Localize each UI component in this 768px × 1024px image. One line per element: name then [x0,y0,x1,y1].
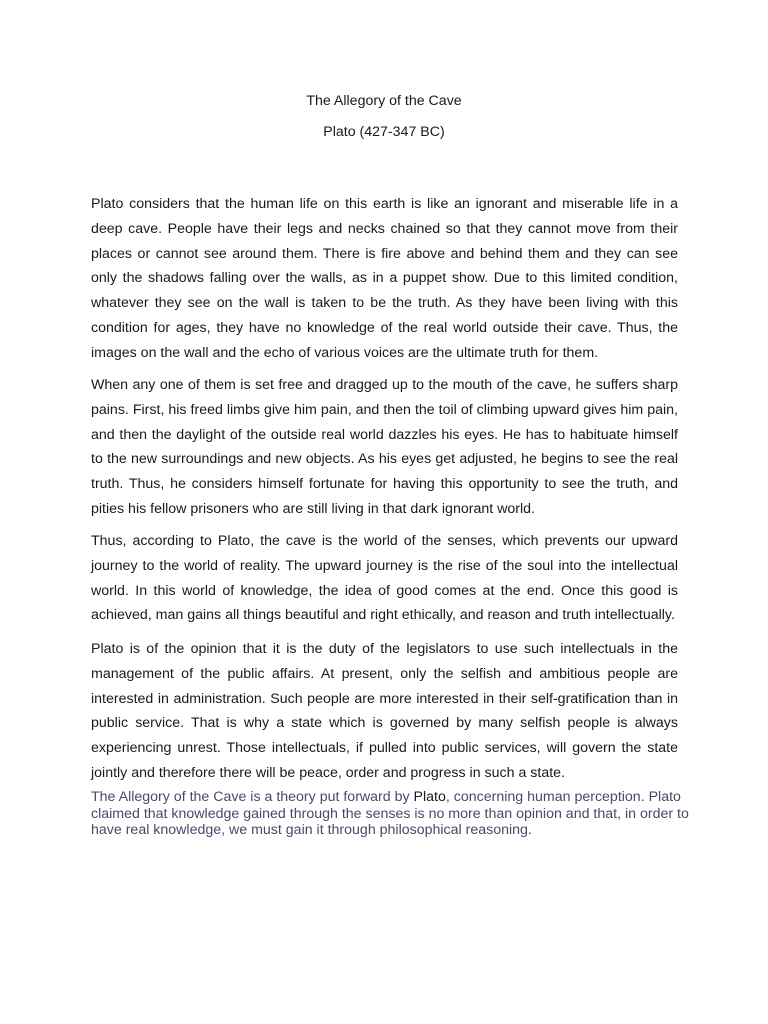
paragraph-2: When any one of them is set free and dragged up to the mouth of the cave, he suffers sharp pains. First, his freed limbs give him pain, and then the toil of climbing upward gives him pain, and then the daylight of the outside real world dazzles his eyes. He has to habituate himself to the new surroundings and new objects. As his eyes get adjusted, he begins to see the real truth. Thus, he considers himself fortunate for having this opportunity to see the truth, and pities his fellow prisoners who are still living in that dark ignorant world. [91,377,678,517]
document-subtitle: Plato (427-347 BC) [323,124,445,140]
paragraph-3: Thus, according to Plato, the cave is the world of the senses, which prevents our upward journey to the world of reality. The upward journey is the rise of the soul into the intellectual world. In this world of knowledge, the idea of good comes at the end. Once this good is achieved, man gains all things beautiful and right ethically, and reason and truth intellectually. [91,533,678,624]
note-text-after-link: , concerning human perception. Plato claimed that knowledge gained through the senses is no more than opinion and that, in order to have real knowledge, we must gain it through philosophical reasoning. [91,789,689,838]
plato-link[interactable]: Plato [413,789,446,805]
document-title: The Allegory of the Cave [306,93,462,109]
summary-note [91,789,691,839]
paragraph-1: Plato considers that the human life on this earth is like an ignorant and miserable life in a deep cave. People have their legs and necks chained so that they cannot move from their places or cannot see around them. There is fire above and behind them and they can see only the shadows falling over the walls, as in a puppet show. Due to this limited condition, whatever they see on the wall is taken to be the truth. As they have been living with this condition for ages, they have no knowledge of the real world outside their cave. Thus, the images on the wall and the echo of various voices are the ultimate truth for them. [91,196,678,361]
note-text-before-link: The Allegory of the Cave is a theory put forward by [91,789,414,805]
paragraph-4: Plato is of the opinion that it is the duty of the legislators to use such intellectuals in the management of the public affairs. At present, only the selfish and ambitious people are interested in administration. Such people are more interested in their self-gratification than in public service. That is why a state which is governed by many selfish people is always experiencing unrest. Those intellectuals, if pulled into public services, will govern the state jointly and therefore there will be peace, order and progress in such a state. [91,641,678,781]
